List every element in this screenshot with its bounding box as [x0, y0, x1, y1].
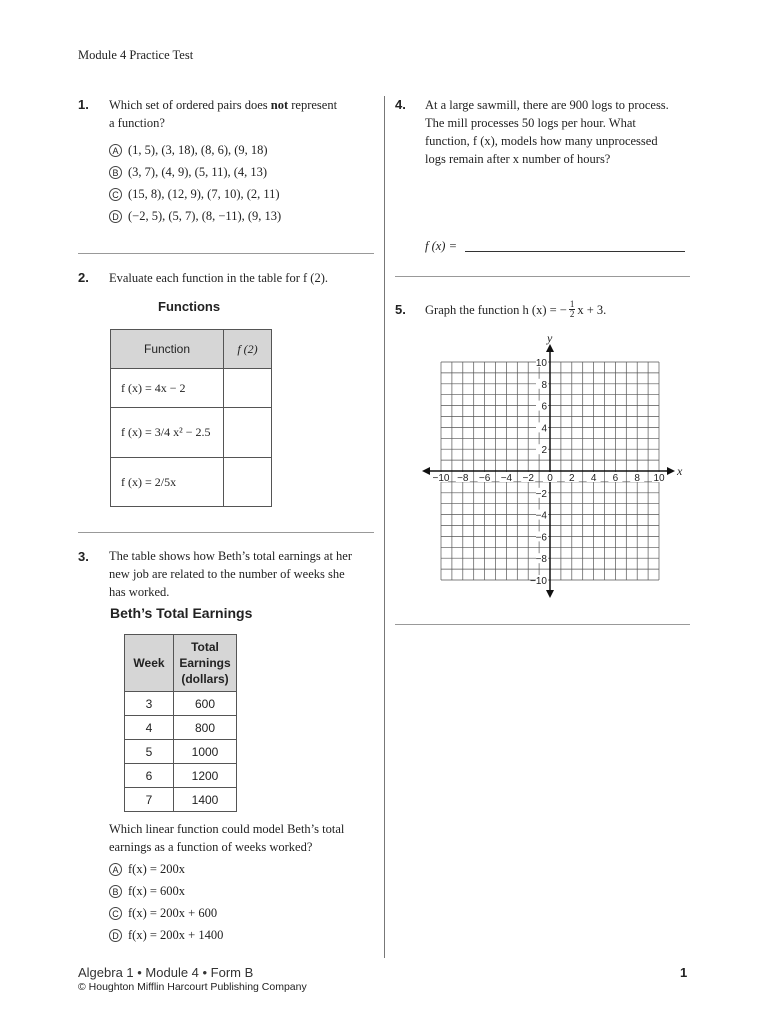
table-cell: 4	[125, 716, 174, 740]
x-tick-label: −2	[522, 473, 534, 484]
choice-circle-icon: D	[109, 929, 122, 942]
arrow-up-icon	[546, 344, 554, 352]
divider	[78, 532, 374, 533]
y-tick-label: −8	[535, 554, 547, 566]
q4-prompt: At a large sawmill, there are 900 logs to process. The mill processes 50 logs per hour. What function, f (x), models how many unprocessed logs remain after x number of hours?	[425, 98, 669, 166]
q3-prompt: The table shows how Beth’s total earnings at her new job are related to the number of weeks she has worked.	[109, 549, 352, 599]
choice-circle-icon: A	[109, 144, 122, 157]
divider	[78, 253, 374, 254]
table-cell: 6	[125, 764, 174, 788]
table-cell: 1200	[174, 764, 237, 788]
table-cell: 7	[125, 788, 174, 812]
q1-choice-d[interactable]: D (−2, 5), (5, 7), (8, −11), (9, 13)	[109, 209, 281, 224]
table-header: Total Earnings (dollars)	[174, 635, 237, 692]
functions-table	[110, 329, 272, 507]
x-tick-label: −6	[478, 473, 491, 484]
page-number: 1	[680, 965, 688, 980]
q3-choice-c[interactable]: C f(x) = 200x + 600	[109, 906, 217, 921]
y-tick-label: 6	[541, 401, 547, 413]
fraction: $\frac{1}{2}$	[569, 299, 575, 319]
x-tick-label: −8	[457, 473, 469, 484]
q3-table-title: Beth’s Total Earnings	[110, 605, 253, 621]
arrow-down-icon	[546, 590, 554, 598]
q4-number: 4.	[395, 97, 406, 112]
x-tick-label: 10	[653, 473, 665, 484]
q1-number: 1.	[78, 97, 89, 112]
x-tick-label: −10	[432, 473, 450, 484]
answer-cell[interactable]	[224, 369, 272, 408]
choice-circle-icon: B	[109, 166, 122, 179]
table-cell: 1400	[174, 788, 237, 812]
arrow-right-icon	[667, 467, 675, 475]
choice-circle-icon: A	[109, 863, 122, 876]
q1-prompt: Which set of ordered pairs does not represent a function?	[109, 98, 338, 130]
coordinate-grid[interactable]	[420, 330, 690, 605]
q3-number: 3.	[78, 549, 89, 564]
q4-answer-line[interactable]	[465, 251, 685, 252]
table-cell: 600	[174, 692, 237, 716]
y-axis-label: y	[547, 331, 553, 345]
q4-answer-label: f (x) =	[425, 239, 458, 253]
x-axis-label: x	[677, 464, 683, 478]
arrow-left-icon	[422, 467, 430, 475]
q3-choice-b[interactable]: B f(x) = 600x	[109, 884, 185, 899]
answer-cell[interactable]	[224, 458, 272, 507]
table-cell: 5	[125, 740, 174, 764]
table-cell: f (x) = 2/5x	[111, 458, 224, 507]
divider	[395, 276, 690, 277]
footer-title: Algebra 1 • Module 4 • Form B	[78, 965, 254, 980]
q1-choice-a[interactable]: A (1, 5), (3, 18), (8, 6), (9, 18)	[109, 143, 268, 158]
q3-choice-d[interactable]: D f(x) = 200x + 1400	[109, 928, 223, 943]
earnings-table	[124, 634, 237, 812]
table-cell: f (x) = 3/4 x² − 2.5	[111, 408, 224, 458]
y-tick-label: −10	[530, 576, 547, 587]
choice-circle-icon: D	[109, 210, 122, 223]
y-tick-label: 4	[541, 423, 547, 435]
table-cell: 1000	[174, 740, 237, 764]
y-tick-label: 2	[541, 445, 547, 457]
answer-cell[interactable]	[224, 408, 272, 458]
q1-choice-c[interactable]: C (15, 8), (12, 9), (7, 10), (2, 11)	[109, 187, 280, 202]
table-cell: 3	[125, 692, 174, 716]
x-tick-label: 4	[590, 473, 597, 484]
x-tick-label: 6	[612, 473, 619, 484]
divider	[395, 624, 690, 625]
table-header: f (2)	[224, 330, 272, 369]
q2-number: 2.	[78, 270, 89, 285]
choice-circle-icon: C	[109, 907, 122, 920]
q1-choice-b[interactable]: B (3, 7), (4, 9), (5, 11), (4, 13)	[109, 165, 267, 180]
q5-number: 5.	[395, 302, 406, 317]
column-divider	[384, 96, 385, 958]
x-tick-label: 0	[547, 473, 553, 484]
q2-prompt: Evaluate each function in the table for f (2).	[109, 271, 329, 285]
x-tick-label: 8	[634, 473, 640, 484]
y-tick-label: −6	[535, 532, 547, 544]
table-cell: f (x) = 4x − 2	[111, 369, 224, 408]
choice-circle-icon: C	[109, 188, 122, 201]
table-header: Function	[111, 330, 224, 369]
table-header: Week	[125, 635, 174, 692]
q2-table-title: Functions	[158, 299, 221, 314]
footer-copyright: © Houghton Mifflin Harcourt Publishing Company	[78, 981, 307, 993]
q3-question: Which linear function could model Beth’s total earnings as a function of weeks worked?	[109, 822, 345, 854]
page-header: Module 4 Practice Test	[78, 48, 194, 62]
table-cell: 800	[174, 716, 237, 740]
y-tick-label: −4	[535, 510, 547, 522]
choice-circle-icon: B	[109, 885, 122, 898]
q5-prompt: Graph the function h (x) = − $\frac{1}{2}$ x + 3.	[425, 299, 607, 319]
y-tick-label: −2	[535, 488, 547, 500]
x-tick-label: −4	[500, 473, 513, 484]
y-tick-label: 8	[541, 379, 547, 391]
q3-choice-a[interactable]: A f(x) = 200x	[109, 862, 185, 877]
y-tick-label: 10	[535, 358, 547, 369]
x-tick-label: 2	[569, 473, 575, 484]
